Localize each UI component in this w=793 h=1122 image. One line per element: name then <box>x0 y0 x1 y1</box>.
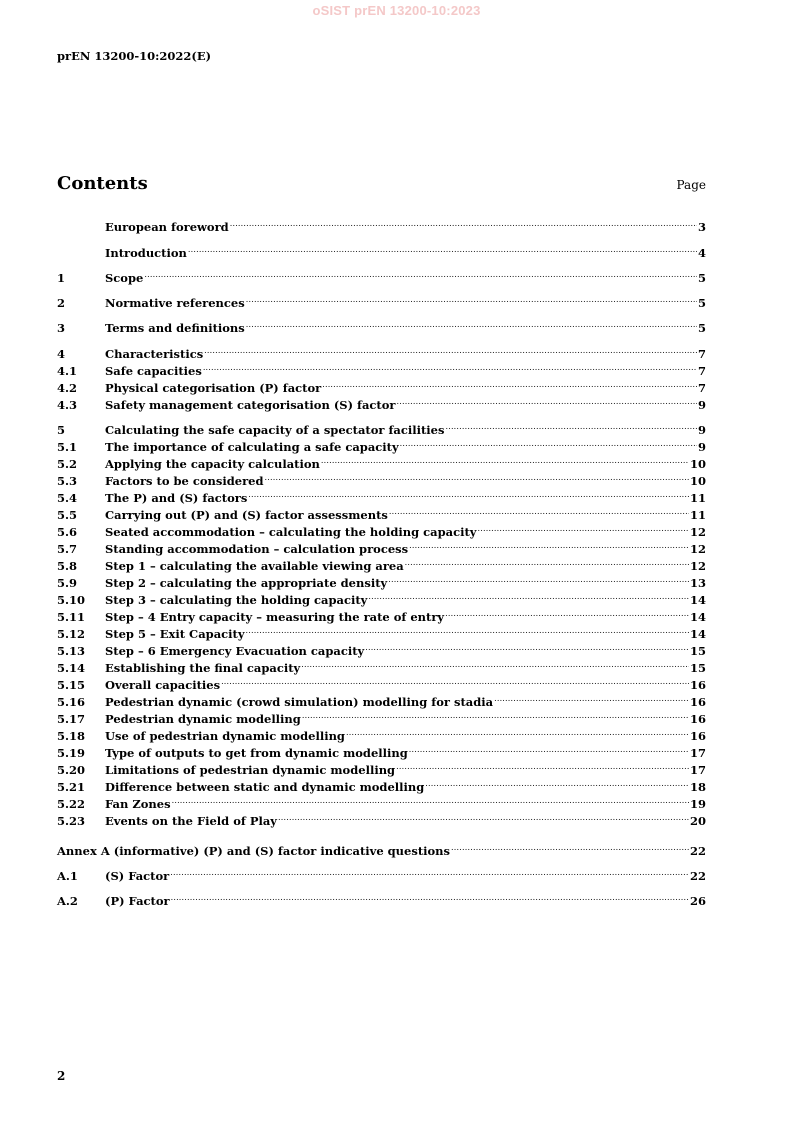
document-id: prEN 13200-10:2022(E) <box>57 49 212 63</box>
toc-title: Step 3 – calculating the holding capacity <box>105 593 368 607</box>
toc-page: 15 <box>689 661 706 675</box>
toc-page: 13 <box>689 576 706 590</box>
toc-title: Calculating the safe capacity of a spectator facilities <box>105 423 445 437</box>
toc-leader <box>245 622 689 638</box>
toc-leader <box>399 435 697 451</box>
toc-page: 10 <box>689 474 706 488</box>
toc-title: Annex A (informative) (P) and (S) factor indicative questions <box>57 844 451 858</box>
toc-leader <box>229 215 697 231</box>
toc-page: 17 <box>689 746 706 760</box>
toc-number: 4.3 <box>57 398 78 412</box>
toc-entry[interactable] <box>57 537 706 556</box>
toc-number: 5.7 <box>57 542 78 556</box>
toc-leader <box>345 724 689 740</box>
toc-page: 16 <box>689 695 706 709</box>
toc-page: 18 <box>689 780 706 794</box>
toc-number: 5.14 <box>57 661 86 675</box>
toc-number: 5.12 <box>57 627 86 641</box>
toc-entry[interactable] <box>57 622 706 641</box>
toc-leader <box>388 503 689 519</box>
toc-entry[interactable] <box>57 656 706 675</box>
toc-leader <box>187 241 697 257</box>
toc-title: Step 2 – calculating the appropriate density <box>105 576 388 590</box>
toc-leader <box>245 291 697 307</box>
toc-title: Step 5 – Exit Capacity <box>105 627 245 641</box>
toc-entry[interactable] <box>57 359 706 378</box>
toc-number: 4.1 <box>57 364 78 378</box>
toc-page: 14 <box>689 627 706 641</box>
toc-page: 12 <box>689 542 706 556</box>
toc-entry[interactable] <box>57 342 706 361</box>
toc-number: 5.18 <box>57 729 86 743</box>
toc-page: 10 <box>689 457 706 471</box>
toc-entry[interactable] <box>57 690 706 709</box>
toc-entry[interactable] <box>57 266 706 285</box>
toc-page: 26 <box>689 894 706 908</box>
toc-page: 16 <box>689 678 706 692</box>
toc-entry[interactable] <box>57 503 706 522</box>
toc-leader <box>493 690 689 706</box>
toc-entry[interactable] <box>57 588 706 607</box>
toc-entry[interactable] <box>57 741 706 760</box>
toc-leader <box>301 707 689 723</box>
toc-page: 11 <box>689 508 706 522</box>
toc-leader <box>476 520 689 536</box>
toc-number: 2 <box>57 296 66 310</box>
toc-leader <box>170 889 689 905</box>
toc-number: 5.8 <box>57 559 78 573</box>
toc-title: Scope <box>105 271 144 285</box>
toc-entry[interactable] <box>57 775 706 794</box>
watermark: oSIST prEN 13200-10:2023 <box>312 3 481 18</box>
toc-page: 3 <box>697 220 706 234</box>
toc-number: 4 <box>57 347 66 361</box>
toc-entry[interactable] <box>57 452 706 471</box>
toc-entry[interactable] <box>57 673 706 692</box>
toc-leader <box>444 418 697 434</box>
toc-page: 9 <box>697 440 706 454</box>
toc-number: 5.9 <box>57 576 78 590</box>
toc-leader <box>171 792 689 808</box>
toc-title: Pedestrian dynamic (crowd simulation) modelling for stadia <box>105 695 494 709</box>
toc-title: Step 1 – calculating the available viewing area <box>105 559 404 573</box>
toc-page: 22 <box>689 869 706 883</box>
toc-entry[interactable] <box>57 486 706 505</box>
toc-page: 5 <box>697 271 706 285</box>
toc-entry[interactable] <box>57 889 706 908</box>
toc-entry[interactable] <box>57 839 706 858</box>
toc-entry[interactable] <box>57 520 706 539</box>
toc-number: 5.3 <box>57 474 78 488</box>
toc-title: Normative references <box>105 296 245 310</box>
toc-page: 9 <box>697 398 706 412</box>
toc-number: 5.11 <box>57 610 86 624</box>
toc-entry[interactable] <box>57 418 706 437</box>
toc-leader <box>408 741 689 757</box>
toc-entry[interactable] <box>57 393 706 412</box>
toc-number: 5.22 <box>57 797 86 811</box>
toc-number: 3 <box>57 321 66 335</box>
toc-title: Terms and definitions <box>105 321 245 335</box>
toc-number: A.1 <box>57 869 78 883</box>
toc-entry[interactable] <box>57 376 706 395</box>
page-number: 2 <box>57 1069 66 1083</box>
toc-leader <box>202 359 697 375</box>
toc-number: 1 <box>57 271 66 285</box>
toc-number: 5.15 <box>57 678 86 692</box>
toc-page: 5 <box>697 296 706 310</box>
toc-leader <box>424 775 689 791</box>
toc-number: 5.20 <box>57 763 86 777</box>
toc-page: 11 <box>689 491 706 505</box>
toc-title: Physical categorisation (P) factor <box>105 381 322 395</box>
toc-number: 5.2 <box>57 457 78 471</box>
toc-leader <box>367 588 689 604</box>
toc-page: 9 <box>697 423 706 437</box>
toc-title: Difference between static and dynamic modelling <box>105 780 425 794</box>
toc-number: 5.6 <box>57 525 78 539</box>
toc-title: Step – 4 Entry capacity – measuring the rate of entry <box>105 610 445 624</box>
toc-title: Applying the capacity calculation <box>105 457 320 471</box>
toc-title: Establishing the final capacity <box>105 661 301 675</box>
toc-number: 5.16 <box>57 695 86 709</box>
toc-title: Limitations of pedestrian dynamic modelling <box>105 763 396 777</box>
toc-title: Safe capacities <box>105 364 202 378</box>
toc-page: 20 <box>689 814 706 828</box>
toc-entry[interactable] <box>57 291 706 310</box>
toc-leader <box>203 342 697 358</box>
toc-page: 12 <box>689 525 706 539</box>
toc-entry[interactable] <box>57 215 706 234</box>
toc-entry[interactable] <box>57 809 706 828</box>
toc-title: Type of outputs to get from dynamic modelling <box>105 746 408 760</box>
toc-title: Factors to be considered <box>105 474 264 488</box>
toc-title: The importance of calculating a safe capacity <box>105 440 399 454</box>
toc-number: 5.17 <box>57 712 86 726</box>
toc-number: 5.23 <box>57 814 86 828</box>
toc-title: Step – 6 Emergency Evacuation capacity <box>105 644 365 658</box>
toc-page: 7 <box>697 381 706 395</box>
toc-number: A.2 <box>57 894 78 908</box>
toc-leader <box>220 673 689 689</box>
toc-entry[interactable] <box>57 864 706 883</box>
toc-leader <box>264 469 689 485</box>
toc-entry[interactable] <box>57 605 706 624</box>
toc-title: Introduction <box>105 246 187 260</box>
toc-title: The P) and (S) factors <box>105 491 248 505</box>
toc-leader <box>321 376 697 392</box>
page-column-label: Page <box>676 178 706 192</box>
toc-entry[interactable] <box>57 316 706 335</box>
toc-leader <box>300 656 689 672</box>
toc-title: Characteristics <box>105 347 204 361</box>
toc-leader <box>408 537 689 553</box>
toc-leader <box>404 554 689 570</box>
toc-leader <box>169 864 689 880</box>
toc-title: Standing accommodation – calculation process <box>105 542 409 556</box>
toc-title: Use of pedestrian dynamic modelling <box>105 729 345 743</box>
toc-leader <box>143 266 697 282</box>
toc-leader <box>277 809 689 825</box>
toc-page: 22 <box>689 844 706 858</box>
toc-number: 5.21 <box>57 780 86 794</box>
toc-entry[interactable] <box>57 639 706 658</box>
toc-title: Safety management categorisation (S) factor <box>105 398 396 412</box>
toc-entry[interactable] <box>57 571 706 590</box>
toc-leader <box>450 839 689 855</box>
toc-page: 14 <box>689 610 706 624</box>
toc-page: 17 <box>689 763 706 777</box>
toc-number: 5.19 <box>57 746 86 760</box>
toc-entry[interactable] <box>57 724 706 743</box>
toc-page: 19 <box>689 797 706 811</box>
toc-page: 5 <box>697 321 706 335</box>
toc-number: 5.10 <box>57 593 86 607</box>
toc-page: 4 <box>697 246 706 260</box>
toc-leader <box>444 605 689 621</box>
toc-title: Pedestrian dynamic modelling <box>105 712 301 726</box>
toc-leader <box>320 452 689 468</box>
toc-title: European foreword <box>105 220 229 234</box>
toc-title: Overall capacities <box>105 678 221 692</box>
toc-number: 5.13 <box>57 644 86 658</box>
toc-entry[interactable] <box>57 469 706 488</box>
toc-number: 5.4 <box>57 491 78 505</box>
toc-title: (S) Factor <box>105 869 170 883</box>
toc-page: 16 <box>689 712 706 726</box>
toc-entry[interactable] <box>57 241 706 260</box>
toc-title: Seated accommodation – calculating the holding capacity <box>105 525 477 539</box>
toc-page: 12 <box>689 559 706 573</box>
toc-leader <box>387 571 689 587</box>
toc-leader <box>245 316 697 332</box>
toc-page: 7 <box>697 364 706 378</box>
toc-entry[interactable] <box>57 792 706 811</box>
toc-title: Carrying out (P) and (S) factor assessments <box>105 508 388 522</box>
toc-entry[interactable] <box>57 758 706 777</box>
toc-leader <box>247 486 689 502</box>
toc-title: Fan Zones <box>105 797 171 811</box>
toc-entry[interactable] <box>57 707 706 726</box>
contents-heading: Contents <box>57 173 148 194</box>
toc-page: 14 <box>689 593 706 607</box>
toc-page: 15 <box>689 644 706 658</box>
toc-title: Events on the Field of Play <box>105 814 277 828</box>
toc-page: 16 <box>689 729 706 743</box>
toc-entry[interactable] <box>57 554 706 573</box>
toc-page: 7 <box>697 347 706 361</box>
toc-entry[interactable] <box>57 435 706 454</box>
toc-number: 4.2 <box>57 381 78 395</box>
toc-leader <box>395 758 689 774</box>
toc-leader <box>395 393 697 409</box>
toc-number: 5 <box>57 423 66 437</box>
toc-leader <box>364 639 689 655</box>
toc-number: 5.5 <box>57 508 78 522</box>
toc-title: (P) Factor <box>105 894 170 908</box>
toc-number: 5.1 <box>57 440 78 454</box>
